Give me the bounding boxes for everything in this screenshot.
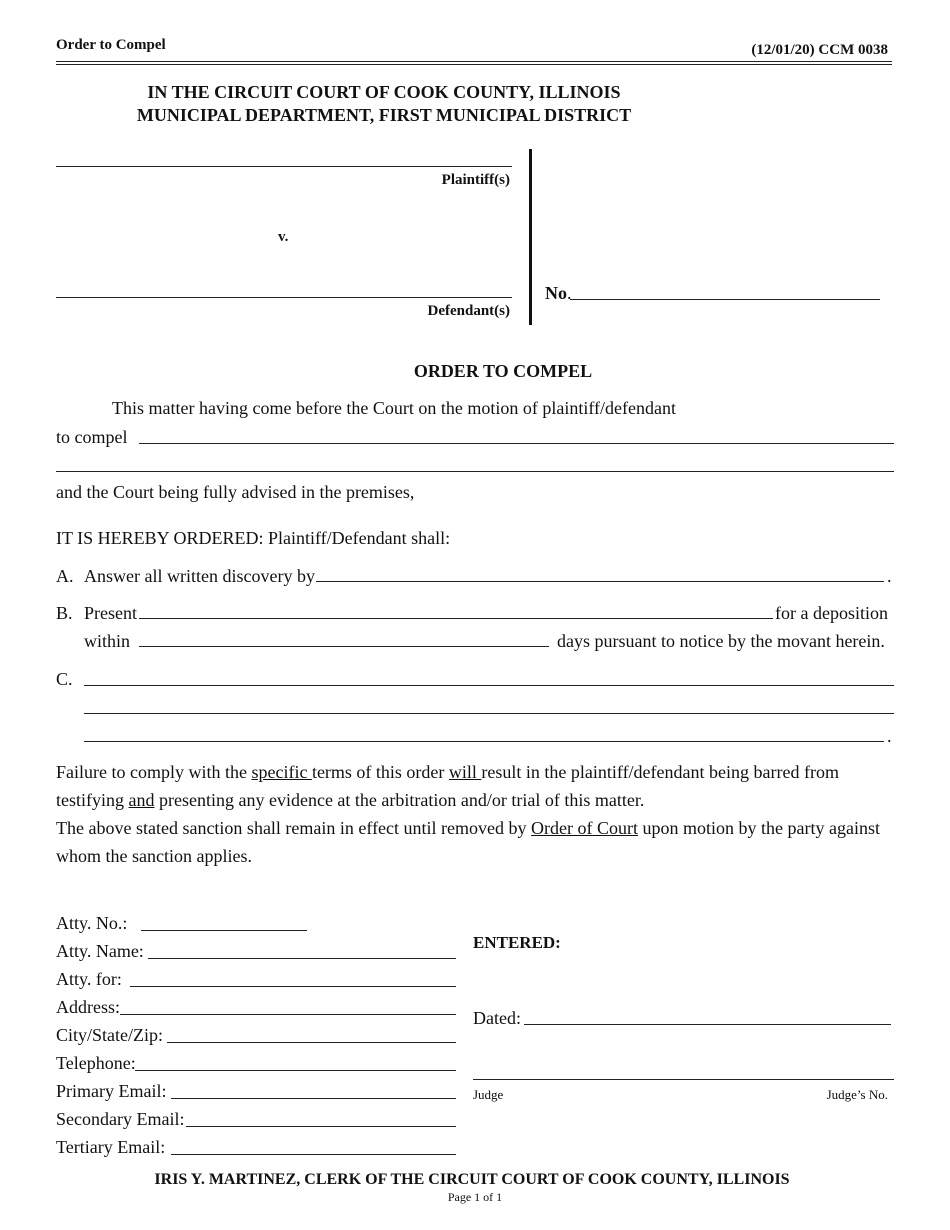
telephone-field[interactable] — [135, 1070, 456, 1071]
city-state-zip-field[interactable] — [167, 1042, 456, 1043]
item-a-date-field[interactable] — [316, 581, 884, 582]
order-title: ORDER TO COMPEL — [413, 361, 593, 381]
item-a-period: . — [887, 566, 892, 586]
to-compel-label: to compel — [56, 427, 128, 447]
atty-no-label: Atty. No.: — [56, 913, 128, 933]
atty-for-label: Atty. for: — [56, 969, 122, 989]
tertiary-email-label: Tertiary Email: — [56, 1137, 166, 1157]
ordered-text: IT IS HEREBY ORDERED: Plaintiff/Defendant shall: — [56, 528, 451, 548]
advised-text: and the Court being fully advised in the premises, — [56, 482, 415, 502]
secondary-email-label: Secondary Email: — [56, 1109, 185, 1129]
sanction-text-line2: whom the sanction applies. — [56, 846, 252, 866]
defendant-field[interactable] — [56, 297, 512, 298]
defendant-label: Defendant(s) — [427, 303, 510, 319]
header-rule-bottom — [56, 64, 892, 65]
to-compel-field[interactable] — [139, 443, 894, 444]
caption-divider — [529, 149, 532, 325]
item-c-field-line2[interactable] — [84, 713, 894, 714]
atty-name-field[interactable] — [148, 958, 456, 959]
atty-no-field[interactable] — [141, 930, 307, 931]
primary-email-label: Primary Email: — [56, 1081, 167, 1101]
item-c-field-line1[interactable] — [84, 685, 894, 686]
secondary-email-field[interactable] — [186, 1126, 456, 1127]
dated-label: Dated: — [473, 1008, 521, 1028]
primary-email-field[interactable] — [171, 1098, 456, 1099]
item-c-period: . — [887, 726, 892, 746]
plaintiff-label: Plaintiff(s) — [441, 172, 510, 188]
clerk-footer: IRIS Y. MARTINEZ, CLERK OF THE CIRCUIT COURT OF COOK COUNTY, ILLINOIS — [154, 1171, 790, 1188]
header-rule-top — [56, 61, 892, 62]
item-b-deponent-field[interactable] — [139, 618, 773, 619]
telephone-label: Telephone: — [56, 1053, 136, 1073]
item-b-within: within — [84, 631, 131, 651]
judge-signature-line[interactable] — [473, 1079, 894, 1080]
form-title-header: Order to Compel — [56, 37, 166, 53]
court-name: IN THE CIRCUIT COURT OF COOK COUNTY, ILLINOIS — [147, 82, 621, 102]
atty-name-label: Atty. Name: — [56, 941, 144, 961]
sanction-text-line1: The above stated sanction shall remain in effect until removed by Order of Court upon motion by the party against — [56, 818, 880, 838]
case-number-label: No. — [545, 283, 572, 303]
intro-text: This matter having come before the Court on the motion of plaintiff/defendant — [112, 398, 677, 418]
address-label: Address: — [56, 997, 120, 1017]
failure-text-line2: testifying and presenting any evidence at the arbitration and/or trial of this matter. — [56, 790, 645, 810]
item-b-letter: B. — [56, 603, 73, 623]
item-b-days-field[interactable] — [139, 646, 549, 647]
page-number: Page 1 of 1 — [447, 1190, 503, 1204]
item-c-field-line3[interactable] — [84, 741, 884, 742]
item-b-days-text: days pursuant to notice by the movant herein. — [557, 631, 885, 651]
item-a-letter: A. — [56, 566, 74, 586]
form-code: (12/01/20) CCM 0038 — [751, 42, 888, 58]
tertiary-email-field[interactable] — [171, 1154, 456, 1155]
plaintiff-field[interactable] — [56, 166, 512, 167]
item-b-present: Present — [84, 603, 137, 623]
case-number-field[interactable] — [570, 299, 880, 300]
item-b-deposition-text: for a deposition — [775, 603, 888, 623]
item-a-text: Answer all written discovery by — [84, 566, 315, 586]
judge-label: Judge — [473, 1087, 504, 1102]
entered-label: ENTERED: — [473, 933, 561, 952]
versus-label: v. — [278, 229, 289, 245]
address-field[interactable] — [120, 1014, 456, 1015]
to-compel-field-line2[interactable] — [56, 471, 894, 472]
court-department: MUNICIPAL DEPARTMENT, FIRST MUNICIPAL DISTRICT — [136, 105, 632, 125]
item-c-letter: C. — [56, 669, 73, 689]
city-state-zip-label: City/State/Zip: — [56, 1025, 163, 1045]
atty-for-field[interactable] — [130, 986, 456, 987]
failure-text-line1: Failure to comply with the specific terms of this order will result in the plaintiff/defendant being barred from — [56, 762, 839, 782]
judge-number-label: Judge’s No. — [826, 1087, 888, 1102]
dated-field[interactable] — [524, 1024, 891, 1025]
